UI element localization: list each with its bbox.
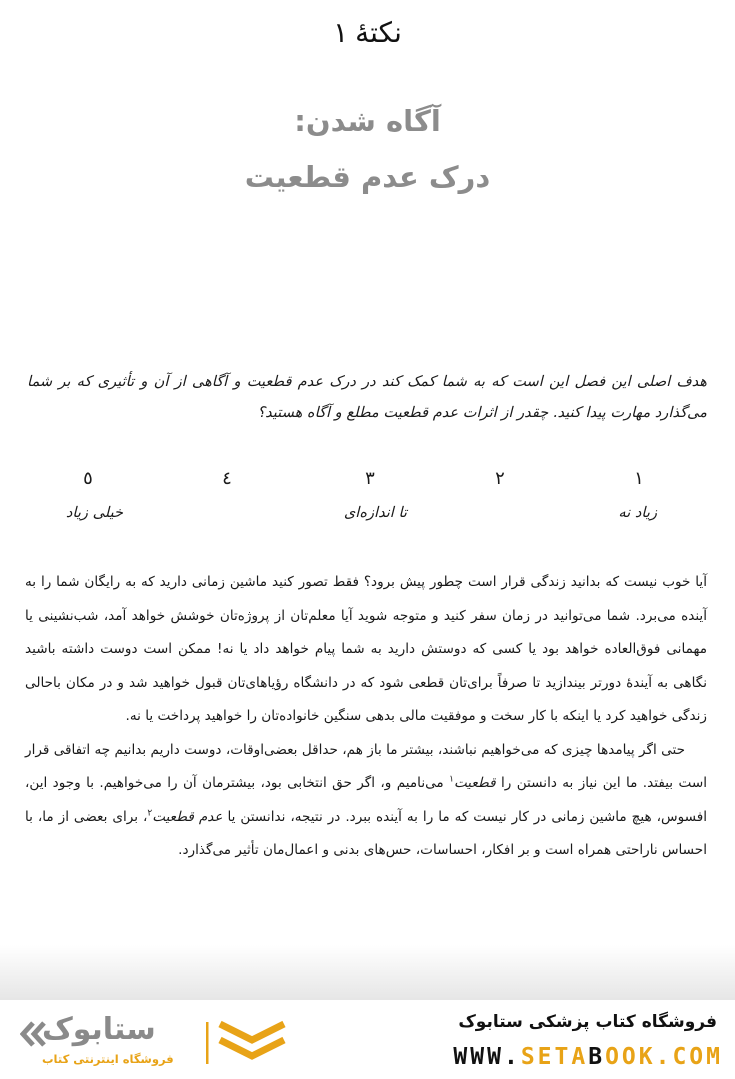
intro-paragraph: هدف اصلی این فصل این است که به شما کمک کند در درک عدم قطعیت و آگاهی از آن و تأثیری که بر شما می‌گذارد مهارت پیدا کنید. چقدر از اثرات عدم قطعیت مطلع و آگاه هستید؟ [27, 373, 707, 421]
url-part-1: WWW. [453, 1044, 521, 1070]
p2-text-c: ، برای بعضی از ما، با احساس ناراحتی همراه است و بر افکار، احساسات، حس‌های بدنی و اعمال‌مان تأثیر می‌گذارد. [25, 808, 707, 858]
chapter-heading: نکتهٔ ۱ [333, 18, 402, 49]
p2-text-a: حتی اگر پیامدها چیزی که می‌خواهیم نباشند، بیشتر ما باز هم، حداقل بعضی‌اوقات، دوست داریم بدانیم چه اتفاقی قرار است بیفتد. ما این نیاز به دانستن را [25, 741, 707, 791]
body-paragraph-1: آیا خوب نیست که بدانید زندگی قرار است چطور پیش برود؟ فقط تصور کنید ماشین زمانی دارید که به رایگان شما را به آینده می‌برد. شما می‌توانید در زمان سفر کنید و متوجه شوید آیا معلم‌تان از پروژه‌تان خوشش خواهد آمد، شب‌نشینی یا مهمانی فوق‌العاده خواهد بود یا کسی که دوستش دارید به شما پیام خواهد داد یا نه! ممکن است دوست داشته باشید نگاهی به آیندهٔ دورتر بیندازید تا صرفاً برای‌تان قطعی شود که در دانشگاه رؤیاهای‌تان قبول خواهید شد و در مکان باحالی زندگی خواهید کرد یا اینکه با کار سخت و موفقیت مالی بدهی سنگین خانواده‌تان را خواهید پرداخت یا نه. [25, 574, 707, 724]
chapter-title-line-1: آگاه شدن: [294, 104, 441, 138]
scale-number-4: ٤ [222, 468, 232, 488]
scale-label-high: خیلی زیاد [65, 504, 123, 521]
body-paragraph-2 [25, 734, 707, 868]
footnote-ref-2[interactable]: ۲ [147, 807, 153, 818]
scale-number-3: ۳ [365, 468, 375, 488]
scale-label-low: زیاد نه [618, 504, 657, 521]
footnote-ref-1[interactable]: ۱ [449, 774, 454, 785]
logo-wordmark: ستابوک [42, 1012, 156, 1047]
store-url[interactable] [453, 1044, 723, 1070]
scale-number-5: ٥ [83, 468, 93, 488]
logo-arrow-icon [20, 1020, 46, 1048]
p2-text-b: می‌نامیم و، اگر حق انتخابی بود، بیشترمان آن را می‌خواهیم. با وجود این، افسوس، هیچ ماشین زمانی در کار نیست که ما را به آینده ببرد. در نتیجه، ندانستن یا [25, 775, 707, 825]
body-text [25, 566, 707, 868]
setabook-chevron-logo-icon [206, 1014, 286, 1070]
page-bottom-shadow [0, 945, 735, 1000]
store-name: فروشگاه کتاب پزشکی ستابوک [458, 1012, 717, 1032]
scale-number-1: ۱ [634, 468, 644, 488]
url-part-4: OOK.COM [605, 1044, 723, 1070]
scale-label-mid: تا اندازه‌ای [343, 504, 407, 521]
term-uncertainty: عدم قطعیت [152, 808, 223, 825]
logo-subtitle: فروشگاه اینترنتی کتاب [42, 1052, 174, 1066]
watermark-footer [0, 1000, 735, 1079]
scale-number-2: ۲ [495, 468, 505, 488]
intro-question [27, 366, 707, 428]
term-certainty: قطعیت [453, 775, 496, 791]
url-part-3: B [588, 1044, 606, 1070]
url-part-2: SETA [520, 1044, 589, 1070]
chapter-title-line-2: درک عدم قطعیت [244, 160, 491, 194]
